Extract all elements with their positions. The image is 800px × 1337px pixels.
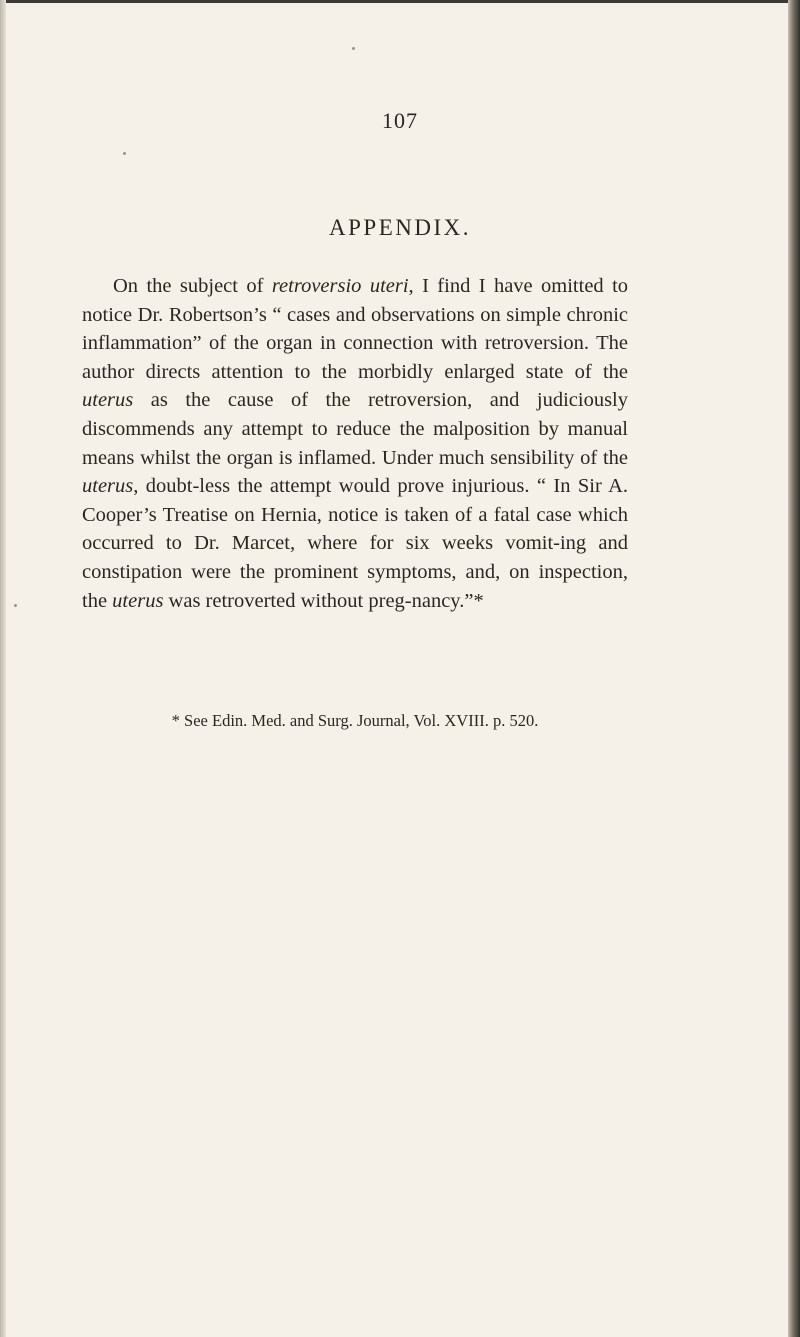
- page-left-edge: [0, 0, 6, 1337]
- italic-term: uterus: [112, 589, 164, 612]
- footnote: * See Edin. Med. and Surg. Journal, Vol. XVIII. p. 520.: [171, 711, 539, 730]
- paper-speck: [352, 47, 355, 50]
- page-top-edge: [0, 0, 800, 3]
- page-number: 107: [382, 108, 418, 133]
- paper-speck: [14, 604, 17, 607]
- italic-term: retroversio uteri: [271, 275, 409, 297]
- body-paragraph: [82, 272, 628, 615]
- italic-term: uterus: [82, 389, 134, 412]
- paragraph-text: , doubt-less the attempt would prove injurious. “ In Sir A. Cooper’s Treatise on Hernia, notice is taken of a fatal case which occurred to Dr. Marcet, where for six weeks vomit-ing and constipation were the prominent symptoms, and, on inspection, the: [82, 475, 628, 612]
- section-heading: APPENDIX.: [329, 215, 471, 240]
- paragraph-text: as the cause of the retroversion, and judiciously discommends any attempt to reduce the malposition by manual means whilst the organ is inflamed. Under much sensibility of the: [82, 389, 628, 469]
- paper-speck: [123, 152, 126, 155]
- italic-term: uterus: [82, 475, 134, 498]
- page-right-edge: [788, 0, 800, 1337]
- paragraph-text: was retroverted without preg-nancy.”*: [163, 589, 484, 612]
- paragraph-text: On the subject of: [113, 275, 272, 297]
- paragraph-text: , I find I have omitted to notice Dr. Robertson’s “ cases and observations on simple chronic inflammation” of the organ in connection with retroversion. The author directs attention to the morbidly enlarged state of the: [82, 275, 629, 383]
